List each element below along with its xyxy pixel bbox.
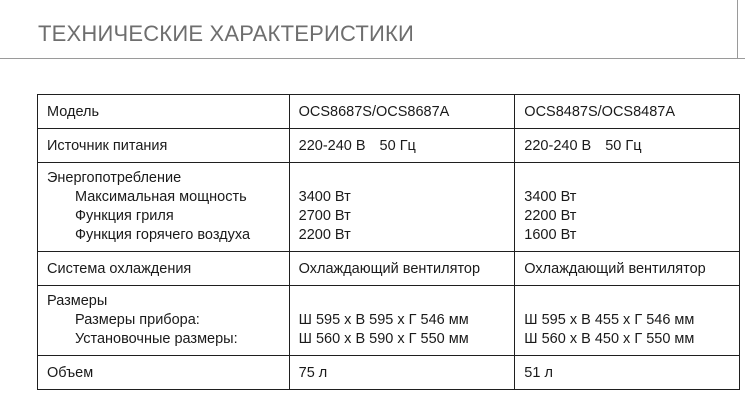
power-source-value-2 [515, 129, 740, 163]
table-row-model [38, 95, 740, 129]
cooling-value-1: Охлаждающий вентилятор [289, 252, 515, 286]
row-label: Система охлаждения [38, 252, 290, 286]
dimension-value: Ш 560 x В 450 x Г 550 мм [524, 331, 695, 347]
table-row-power-source [38, 129, 740, 163]
model-value-1: OCS8687S/OCS8687A [289, 95, 515, 129]
energy-values-1 [289, 163, 515, 252]
volume-value-2: 51 л [515, 356, 740, 390]
dimensions-label-cell [38, 286, 290, 356]
dimensions-values-1 [289, 286, 515, 356]
sub-label: Установочные размеры: [75, 331, 238, 347]
energy-value: 1600 Вт [524, 227, 577, 243]
sub-label: Максимальная мощность [75, 189, 247, 205]
table-row-volume [38, 356, 740, 390]
energy-values-2 [515, 163, 740, 252]
power-source-value-1 [289, 129, 515, 163]
energy-value: 2200 Вт [524, 208, 577, 224]
voltage-value: 220-240 В [298, 138, 366, 154]
title-frame-edge [737, 0, 738, 59]
energy-value: 3400 Вт [298, 189, 351, 205]
row-label: Источник питания [38, 129, 290, 163]
sub-label: Функция гриля [75, 208, 174, 224]
frequency-value: 50 Гц [379, 138, 416, 154]
dimension-value: Ш 595 x В 595 x Г 546 мм [298, 312, 469, 328]
energy-value: 2700 Вт [298, 208, 351, 224]
dimensions-values-2 [515, 286, 740, 356]
sub-label: Функция горячего воздуха [75, 227, 251, 243]
table-row-dimensions [38, 286, 740, 356]
row-label: Энергопотребление [47, 170, 182, 186]
volume-value-1: 75 л [289, 356, 515, 390]
energy-value: 2200 Вт [298, 227, 351, 243]
energy-label-cell [38, 163, 290, 252]
cooling-value-2: Охлаждающий вентилятор [515, 252, 740, 286]
table-row-cooling [38, 252, 740, 286]
row-label: Объем [38, 356, 290, 390]
dimension-value: Ш 595 x В 455 x Г 546 мм [524, 312, 695, 328]
voltage-value: 220-240 В [524, 138, 592, 154]
row-label: Размеры [47, 293, 108, 309]
dimension-value: Ш 560 x В 590 x Г 550 мм [298, 331, 469, 347]
sub-label: Размеры прибора: [75, 312, 200, 328]
frequency-value: 50 Гц [605, 138, 642, 154]
row-label: Модель [38, 95, 290, 129]
section-title: ТЕХНИЧЕСКИЕ ХАРАКТЕРИСТИКИ [38, 21, 414, 46]
spec-table [37, 94, 740, 390]
model-value-2: OCS8487S/OCS8487A [515, 95, 740, 129]
energy-value: 3400 Вт [524, 189, 577, 205]
title-underline [0, 58, 745, 59]
table-row-energy [38, 163, 740, 252]
